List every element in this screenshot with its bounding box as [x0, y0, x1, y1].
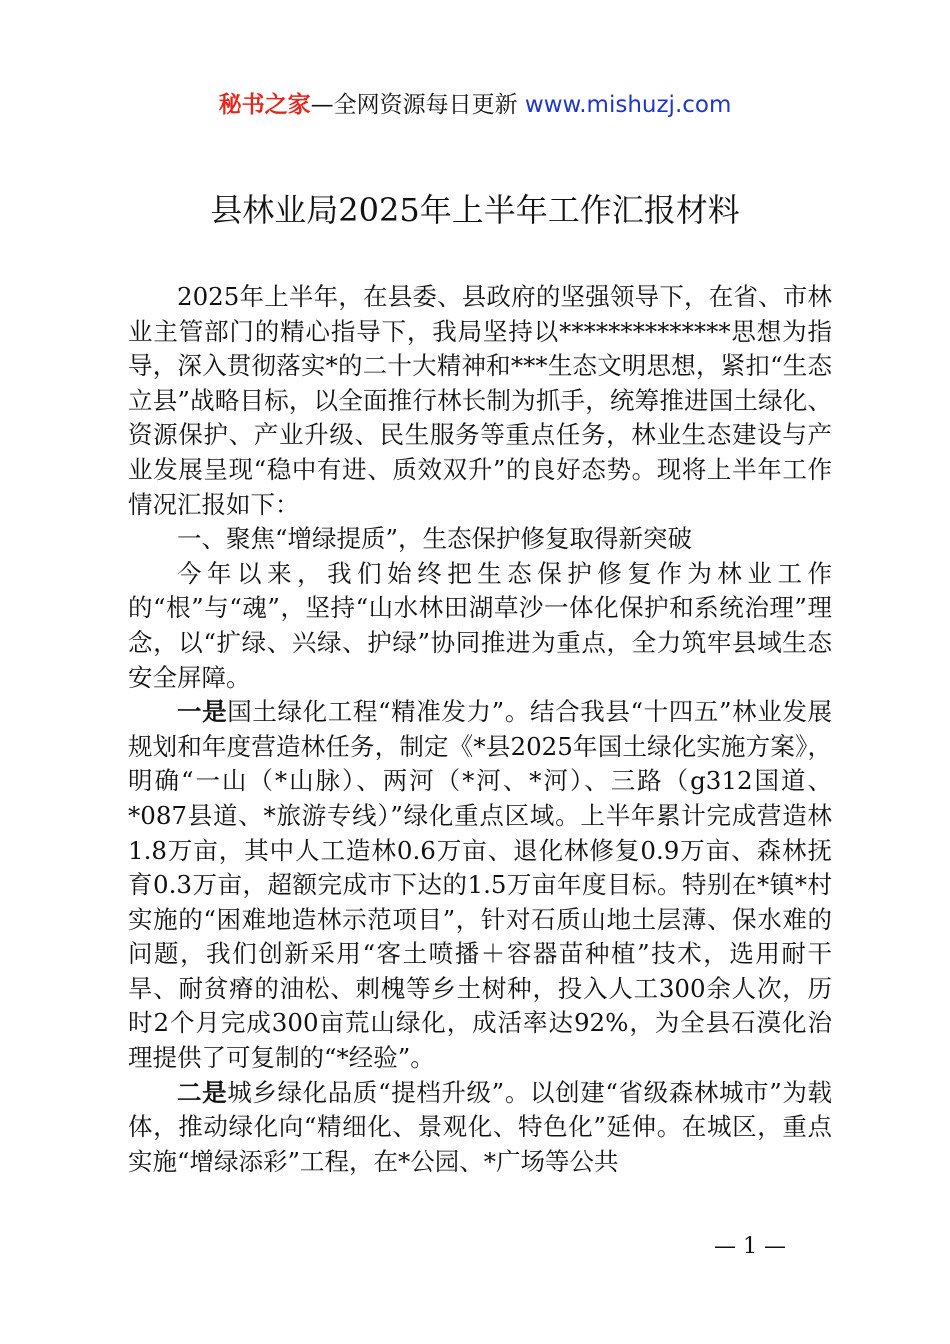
document-title: 县林业局2025年上半年工作汇报材料	[210, 191, 740, 229]
item-one-paragraph	[128, 695, 832, 1076]
section-intro-paragraph: 今年以来，我们始终把生态保护修复作为林业工作的“根”与“魂”，坚持“山水林田湖草沙一体化保护和系统治理”理念，以“扩绿、兴绿、护绿”协同推进为重点，全力筑牢县域生态安全屏障。	[128, 558, 832, 692]
section-heading: 一、聚焦“增绿提质”，生态保护修复取得新突破	[177, 524, 693, 554]
document-body	[128, 280, 832, 1179]
site-banner	[0, 88, 950, 122]
banner-url-link[interactable]: www.mishuzj.com	[524, 92, 732, 118]
item-two-lead: 二是	[177, 1077, 228, 1107]
banner-brand: 秘书之家	[218, 92, 311, 118]
page-number: — 1 —	[714, 1234, 786, 1259]
item-one-lead: 一是	[177, 697, 228, 727]
intro-paragraph: 2025年上半年，在县委、县政府的坚强领导下，在省、市林业主管部门的精心指导下，我局坚持以**************思想为指导，深入贯彻落实*的二十大精神和***生态文明思想，紧扣“生态立县”战略目标，以全面推行林长制为抓手，统筹推进国土绿化、资源保护、产业升级、民生服务等重点任务，林业生态建设与产业发展呈现“稳中有进、质效双升”的良好态势。现将上半年工作情况汇报如下：	[128, 282, 832, 519]
item-two-paragraph	[128, 1076, 832, 1180]
item-two-text: 城乡绿化品质“提档升级”。以创建“省级森林城市”为载体，推动绿化向“精细化、景观化、特色化”延伸。在城区，重点实施“增绿添彩”工程，在*公园、*广场等公共	[128, 1077, 833, 1176]
banner-slogan: —全网资源每日更新	[310, 92, 518, 118]
item-one-text: 国土绿化工程“精准发力”。结合我县“十四五”林业发展规划和年度营造林任务，制定《*县2025年国土绿化实施方案》，明确“一山（*山脉）、两河（*河、*河）、三路（g312国道、*087县道、*旅游专线）”绿化重点区域。上半年累计完成营造林1.8万亩，其中人工造林0.6万亩、退化林修复0.9万亩、森林抚育0.3万亩，超额完成市下达的1.5万亩年度目标。特别在*镇*村实施的“困难地造林示范项目”，针对石质山地土层薄、保水难的问题，我们创新采用“客土喷播＋容器苗种植”技术，选用耐干旱、耐贫瘠的油松、刺槐等乡土树种，投入人工300余人次，历时2个月完成300亩荒山绿化，成活率达92%，为全县石漠化治理提供了可复制的“*经验”。	[128, 697, 833, 1073]
